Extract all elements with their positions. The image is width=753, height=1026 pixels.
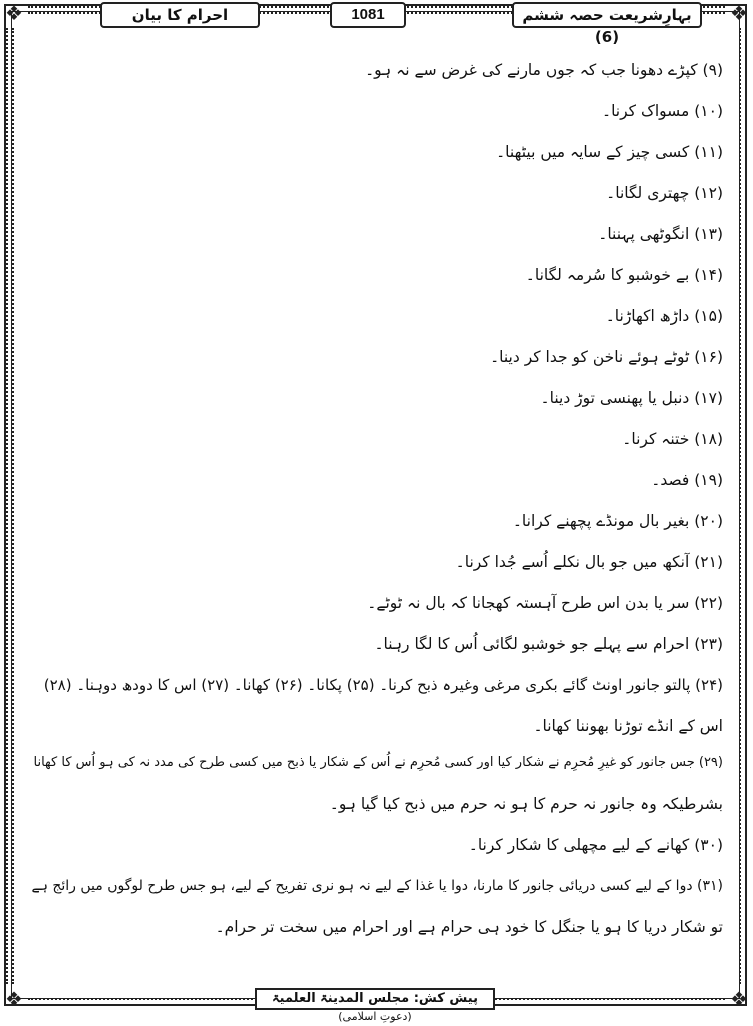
decorative-rail-left xyxy=(6,28,14,984)
text-line: (۱۸) ختنہ کرنا۔ xyxy=(622,430,723,448)
corner-ornament-icon: ❖ xyxy=(730,987,748,1011)
text-line: (۱۳) انگوٹھی پہننا۔ xyxy=(598,225,723,243)
corner-ornament-icon: ❖ xyxy=(730,1,748,25)
text-line: تو شکار دریا کا ہو یا جنگل کا خود ہی حرام ہے اور احرام میں سخت تر حرام۔ xyxy=(215,918,723,936)
book-title: بہارِشریعت حصہ ششم (6) xyxy=(512,2,702,28)
text-line: (۱۲) چھتری لگانا۔ xyxy=(606,184,723,202)
footer-prefix: پیش کش: xyxy=(413,991,478,1006)
text-line: (۱۱) کسی چیز کے سایہ میں بیٹھنا۔ xyxy=(496,143,723,161)
text-line: (۱۰) مسواک کرنا۔ xyxy=(602,102,723,120)
text-line: (۳۱) دوا کے لیے کسی دریائی جانور کا مارنا، دوا یا غذا کے لیے نہ ہو نری تفریح کے لیے، ہو جس طرح لوگوں میں رائج ہے xyxy=(31,878,723,894)
text-line: (۲۹) جس جانور کو غیرِ مُحرِم نے شکار کیا اور کسی مُحرِم نے اُس کے شکار یا ذبح میں کسی طرح کی مدد نہ کی ہو اُس کا کھانا xyxy=(33,755,723,770)
text-line: (۹) کپڑے دھونا جب کہ جوں مارنے کی غرض سے نہ ہو۔ xyxy=(365,61,723,79)
corner-ornament-icon: ❖ xyxy=(5,1,23,25)
footer-publisher: مجلس المدینۃ العلمیۃ xyxy=(272,991,410,1006)
decorative-rail-right xyxy=(739,28,747,984)
page-number: 1081 xyxy=(330,2,406,28)
chapter-title: احرام کا بیان xyxy=(100,2,260,28)
text-line: (۳۰) کھانے کے لیے مچھلی کا شکار کرنا۔ xyxy=(468,836,723,854)
text-line: (۲۲) سر یا بدن اس طرح آہستہ کھجانا کہ بال نہ ٹوٹے۔ xyxy=(367,594,723,612)
text-line: (۲۰) بغیر بال مونڈے پچھنے کرانا۔ xyxy=(512,512,723,530)
footer-suffix: (دعوتِ اسلامی) xyxy=(338,1010,412,1023)
text-line: (۲۴) پالتو جانور اونٹ گائے بکری مرغی وغیرہ ذبح کرنا۔ (۲۵) پکانا۔ (۲۶) کھانا۔ (۲۷) اس کا دودھ دوہنا۔ (۲۸) xyxy=(43,676,723,694)
text-line: اس کے انڈے توڑنا بھوننا کھانا۔ xyxy=(533,717,723,735)
publisher-footer xyxy=(255,988,495,1023)
corner-ornament-icon: ❖ xyxy=(5,987,23,1011)
text-line: (۱۵) داڑھ اکھاڑنا۔ xyxy=(605,307,723,325)
text-line: (۱۷) دنبل یا پھنسی توڑ دینا۔ xyxy=(540,389,723,407)
text-line: (۱۹) فصد۔ xyxy=(651,471,723,489)
text-line: (۱۶) ٹوٹے ہوئے ناخن کو جدا کر دینا۔ xyxy=(490,348,723,366)
text-line: (۱۴) بے خوشبو کا سُرمہ لگانا۔ xyxy=(525,266,723,284)
text-line: (۲۱) آنکھ میں جو بال نکلے اُسے جُدا کرنا۔ xyxy=(455,553,723,571)
text-line: بشرطیکہ وہ جانور نہ حرم کا ہو نہ حرم میں ذبح کیا گیا ہو۔ xyxy=(329,795,723,813)
text-line: (۲۳) احرام سے پہلے جو خوشبو لگائی اُس کا لگا رہنا۔ xyxy=(374,635,723,653)
